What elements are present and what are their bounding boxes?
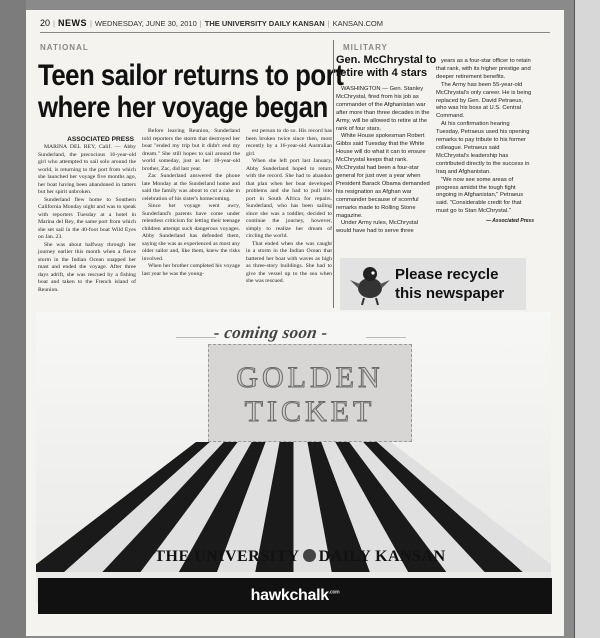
coming-soon-swash-right — [366, 337, 406, 338]
hawkchalk-text: hawkchalk — [250, 587, 329, 604]
hawkchalk-banner[interactable] — [38, 578, 552, 614]
side-story-credit: — Associated Press — [486, 218, 534, 225]
main-story-headline — [38, 59, 344, 124]
jayhawk-seal-icon — [303, 549, 316, 562]
header-rule — [40, 32, 550, 33]
paragraph: Before leaving Reunion, Sunderland told reporters the storm that destroyed her boat "ended my trip but it didn't end my dream." She still hopes to sail around the world someday, just as her 18-year-old brother, Zac, did last year. — [142, 128, 240, 172]
section-name: NEWS — [57, 18, 87, 28]
page-header: 20 | NEWS | WEDNESDAY, JUNE 30, 2010 | THE UNIVERSITY DAILY KANSAN | KANSAN.COM — [40, 18, 384, 28]
paragraph: At his confirmation hearing Tuesday, Petraeus used his opening remarks to pay tribute to his former colleague. Petraeus said McChrystal's leadership has contributed directly to the success in Iraq and Afghanistan. — [436, 121, 530, 175]
paragraph: WASHINGTON — Gen. Stanley McChrystal, fired from his job as commander of the Afghanistan war after more than three decades in the Army, will be allowed to retire at the rank of four stars. — [336, 86, 430, 132]
site-url[interactable]: KANSAN.COM — [332, 19, 384, 28]
paragraph: Zac Sunderland answered the phone late Monday at the Sunderland home and said the family was about to cut a cake in celebration of his sister's homecoming. — [142, 173, 240, 202]
paragraph: Under Army rules, McChrystal would have had to serve three — [336, 220, 418, 235]
paragraph: "We now see some areas of progress amidst the tough fight ongoing in Afghanistan," Petraeus said. "Considerable credit for that must go to Stan McChrystal." — [436, 176, 524, 215]
paragraph: Sunderland flew home to Southern California Monday night and was to speak with reporters Tuesday at a hotel in Marina del Rey, the same port from which she set sail in the 40-foot boat Wild Eyes on Jan. 23. — [38, 196, 136, 240]
paragraph: MARINA DEL REY, Calif. — Abby Sunderland, the precocious 16-year-old girl who attempted to sail solo around the world, is returning to the port from which she launched her voyage five months ago, her boat having been abandoned in tatters but her spirit unbroken. — [38, 144, 136, 195]
paragraph: When she left port last January, Abby Sunderland hoped to return with the record. She had to abandon that plan when her boat developed problems and she had to pull into port in South Africa for repairs. Sunderland, who has been sailing since she was a toddler, decided to continue the journey, however, simply to realize her dream of circling the world. — [246, 158, 332, 239]
newspaper-page — [26, 10, 564, 636]
recycle-line-1: Please recycle — [395, 266, 499, 283]
paper-name: THE UNIVERSITY DAILY KANSAN — [204, 19, 325, 28]
hawkchalk-suffix: .com — [328, 589, 340, 596]
coming-soon-swash-left — [176, 337, 216, 338]
main-story-column-1 — [38, 144, 136, 294]
scan-left-edge — [0, 0, 26, 638]
main-story-kicker: NATIONAL — [40, 43, 89, 52]
wordmark-right: DAILY KANSAN — [318, 548, 446, 565]
jayhawk-icon — [348, 262, 392, 306]
recycle-line-2: this newspaper — [395, 285, 505, 302]
paper-wordmark — [0, 548, 600, 566]
ticket-line-2: TICKET — [244, 395, 376, 428]
main-story-column-3 — [246, 128, 332, 286]
ticket-line-1: GOLDEN — [236, 361, 384, 394]
coming-soon-label: - coming soon - — [212, 323, 329, 342]
paragraph: years as a four-star officer to retain that rank, with its higher prestige and deeper retirement benefits. — [436, 58, 531, 80]
paragraph: est person to do so. His record has been broken twice since then, most recently by a 16-year-old Australian girl. — [246, 128, 332, 157]
wordmark-left: THE UNIVERSITY — [154, 548, 300, 565]
main-story-byline: ASSOCIATED PRESS — [67, 136, 134, 143]
hawkchalk-logo[interactable] — [38, 587, 552, 605]
paragraph: The Army has been 55-year-old McChrystal's only career. He is being replaced by Gen. David Petraeus, who was his boss at U.S. Central Command. — [436, 81, 532, 120]
page-number: 20 — [40, 18, 51, 28]
issue-date: WEDNESDAY, JUNE 30, 2010 — [94, 19, 197, 28]
golden-ticket-graphic — [208, 344, 412, 442]
side-story-column-2 — [436, 58, 534, 226]
paragraph: That ended when she was caught in a storm in the Indian Ocean that battered her boat with waves as high as three-story buildings. She had to give the vessel up to the sea when she was rescued. — [246, 240, 332, 284]
paragraph: When her brother completed his voyage last year he was the young- — [142, 263, 240, 277]
recycle-text — [395, 265, 504, 303]
side-story-column-1 — [336, 86, 432, 236]
adjacent-page-edge — [574, 0, 600, 638]
column-divider — [333, 40, 334, 308]
paragraph: White House spokesman Robert Gibbs said Tuesday that the White House will do what it can to ensure McChrystal keeps that rank. McChrystal had been a four-star general for just over a year when President Barack Obama demanded his resignation as Afghan war commander because of scornful remarks made to Rolling Stone magazine. — [336, 133, 430, 219]
paragraph: She was about halfway through her journey earlier this month when a fierce storm in the Indian Ocean snapped her mast and ended the voyage. After three days adrift, she was rescued by a fishing boat and taken to the French island of Reunion. — [38, 241, 136, 293]
side-story-kicker: MILITARY — [343, 43, 388, 52]
main-story-column-2 — [142, 128, 240, 278]
recycle-notice — [340, 258, 526, 310]
paragraph: Since her voyage went awry, Sunderland's parents have come under relentless criticism for letting their teenage children attempt such dangerous voyages. Abby Sunderland has defended them, saying she was as experienced as most any older sailor and, like them, knew the risks involved. — [142, 203, 240, 262]
side-story-headline: Gen. McChrystal to retire with 4 stars — [336, 54, 437, 79]
headline-line-1: Teen sailor returns to port — [38, 59, 344, 92]
headline-line-2: where her voyage began — [38, 91, 328, 124]
